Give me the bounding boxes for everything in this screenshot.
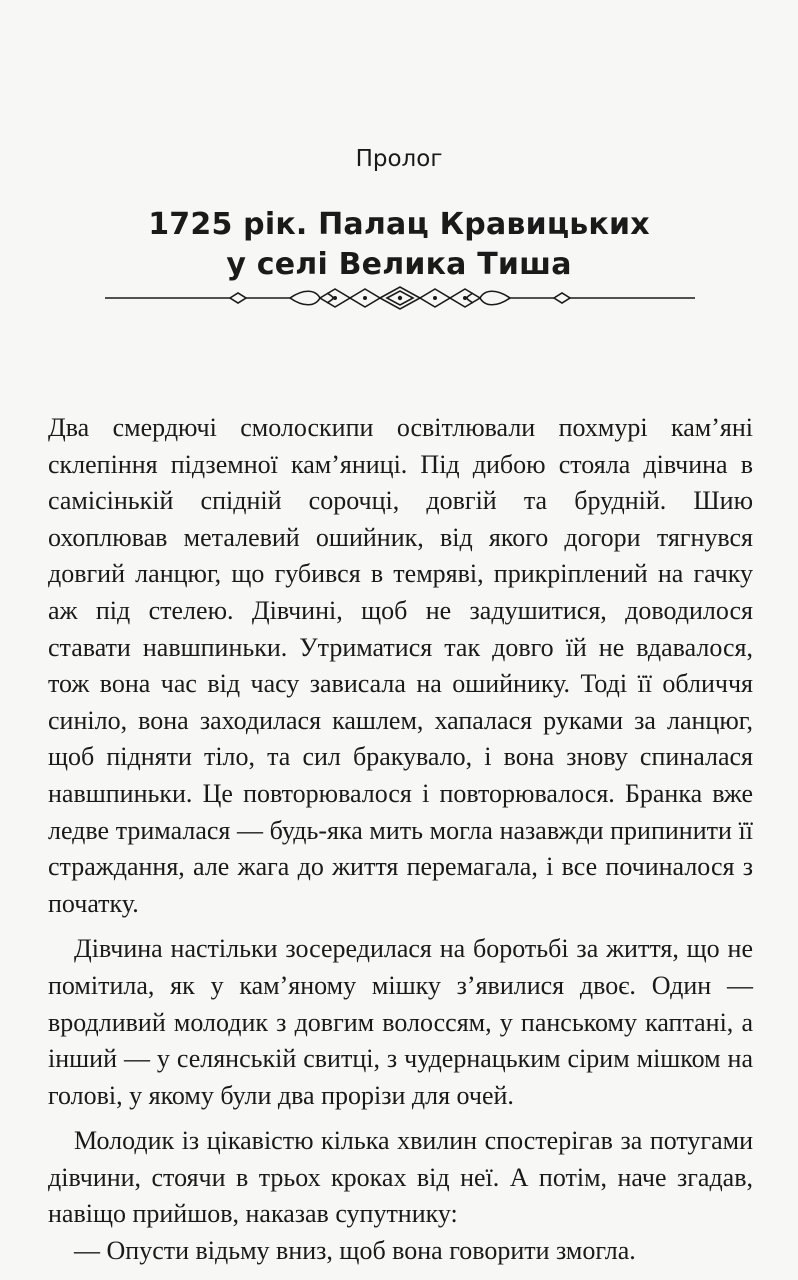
chapter-title-line-1: 1725 рік. Палац Кравицьких — [148, 207, 650, 242]
paragraph: Молодик із цікавістю кілька хвилин спостерігав за потугами дівчини, стоячи в трьох кроках від неї. А потім, наче згадав, навіщо прийшов, наказав супутнику: — [48, 1126, 753, 1229]
section-label: Пролог — [355, 146, 443, 172]
chapter-title-line-2: у селі Велика Тиша — [226, 247, 572, 282]
paragraph: — Опусти відьму вниз, щоб вона говорити змогла. — [74, 1236, 636, 1266]
chapter-title — [0, 205, 798, 285]
body-text — [48, 410, 753, 1270]
paragraph: Два смердючі смолоскипи освітлювали похмурі кам’яні склепіння підземної кам’яниці. Під дибою стояла дівчина в самісінькій спідній сорочці, довгій та брудній. Шию охоплював металевий ошийник, від якого догори тягнувся довгий ланцюг, що губився в темряві, прикріплений на гачку аж під стелею. Дівчині, щоб не задушитися, доводилося ставати навшпиньки. Утриматися так довго їй не вдавалося, тож вона час від часу зависала на ошийнику. Тоді її обличчя синіло, вона заходилася кашлем, хапалася руками за ланцюг, щоб підняти тіло, та сил бракувало, і вона знову спиналася навшпиньки. Це повторювалося і повторювалося. Бранка вже ледве трималася — будь-яка мить могла назавжди припинити її страждання, але жага до життя перемагала, і все починалося з початку. — [48, 413, 753, 918]
paragraph: Дівчина настільки зосередилася на боротьбі за життя, що не помітила, як у кам’яному мішку з’явилися двоє. Один — вродливий молодик з довгим волоссям, у панському каптані, а інший — у селянській свитці, з чудернацьким сірим мішком на голові, у якому були два прорізи для очей. — [48, 934, 753, 1110]
decorative-divider-icon — [105, 285, 695, 311]
